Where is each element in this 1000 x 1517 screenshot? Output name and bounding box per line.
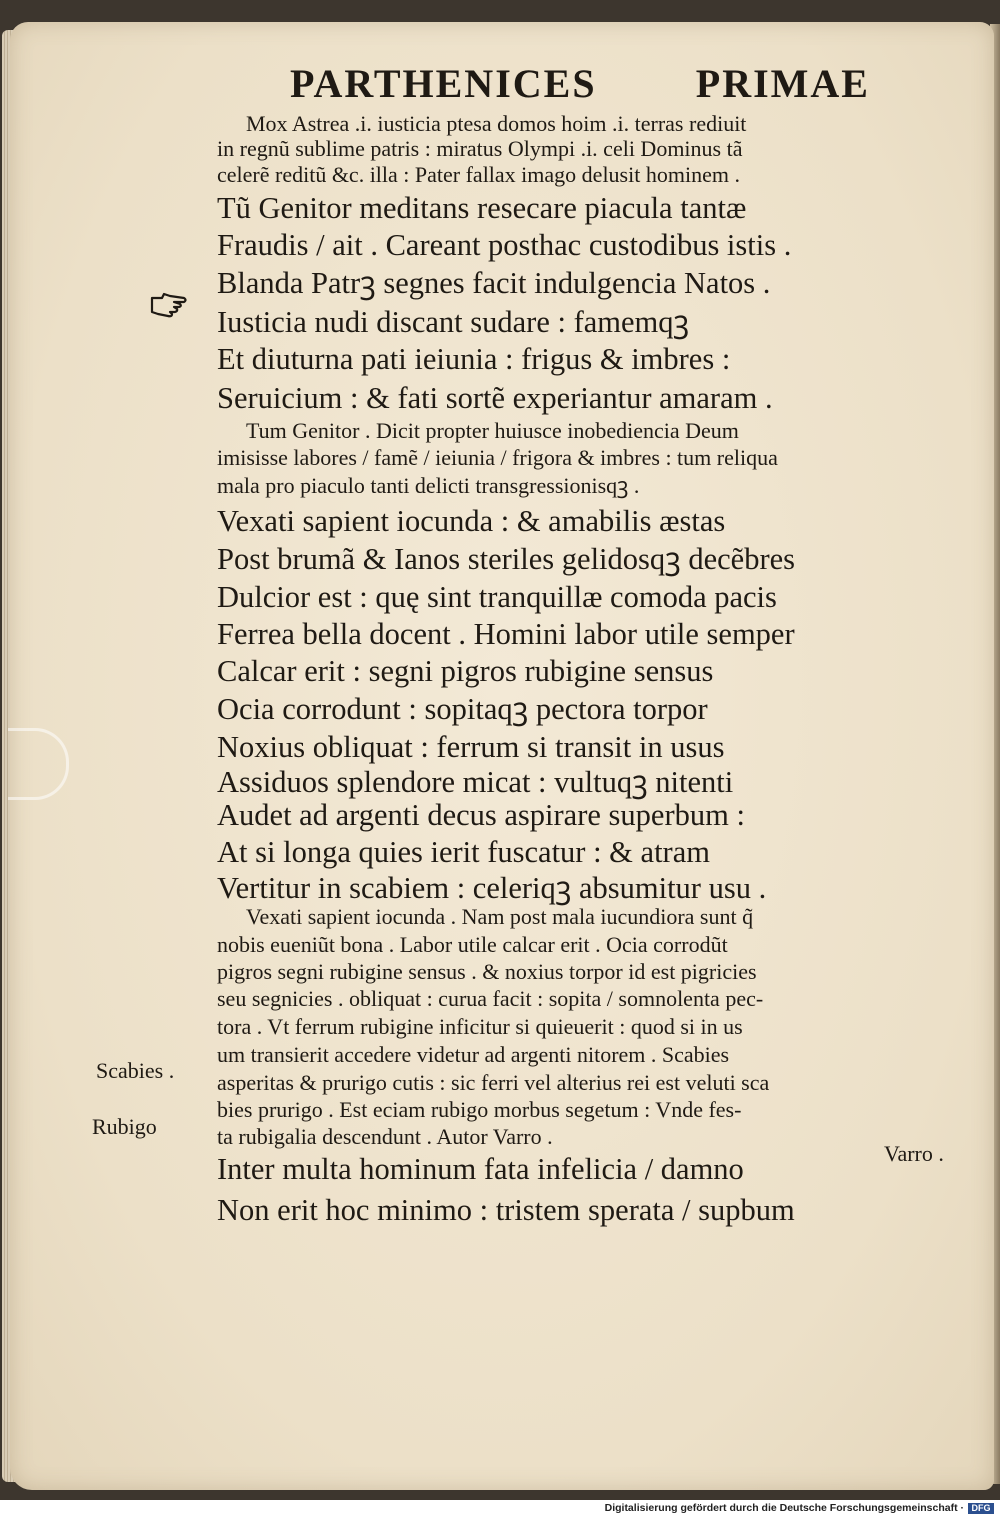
- dfg-logo: DFG: [968, 1503, 994, 1514]
- verse-line: Ocia corrodunt : sopitaqꝫ pectora torpor: [217, 692, 708, 726]
- verse-line: Audet ad argenti decus aspirare superbum :: [217, 798, 745, 832]
- verse-line: Post brumã & Ianos steriles gelidosqꝫ decẽbres: [217, 542, 796, 576]
- verse-line: At si longa quies ierit fuscatur : & atram: [217, 835, 710, 869]
- gloss-line: seu segnicies . obliquat : curua facit : sopita / somnolenta pec-: [217, 986, 764, 1011]
- margin-note-varro: Varro .: [884, 1141, 944, 1166]
- gloss-line: pigros segni rubigine sensus . & noxius torpor id est pigricies: [217, 959, 757, 984]
- gloss-line: celerẽ reditũ &c. illa : Pater fallax imago delusit hominem .: [217, 162, 740, 187]
- gloss-line: imisisse labores / famẽ / ieiunia / frigora & imbres : tum reliqua: [217, 445, 778, 470]
- gloss-line: mala pro piaculo tanti delicti transgressionisqꝫ .: [217, 473, 640, 498]
- gloss-line: nobis eueniũt bona . Labor utile calcar erit . Ocia corrodũt: [217, 932, 728, 957]
- verse-line: Seruicium : & fati sortẽ experiantur amaram .: [217, 381, 773, 415]
- verse-line: Noxius obliquat : ferrum si transit in usus: [217, 730, 725, 764]
- gloss-line: in regnũ sublime patris : miratus Olympi .i. celi Dominus tã: [217, 136, 743, 161]
- gloss-line: ta rubigalia descendunt . Autor Varro .: [217, 1124, 553, 1149]
- manicule-pointing-hand-icon: [150, 290, 188, 320]
- verse-line: Et diuturna pati ieiunia : frigus & imbres :: [217, 342, 731, 376]
- running-head-left: PARTHENICES: [290, 61, 597, 106]
- verse-line: Vexati sapient iocunda : & amabilis æstas: [217, 504, 726, 538]
- gloss-line: bies prurigo . Est eciam rubigo morbus segetum : Vnde fes-: [217, 1097, 742, 1122]
- verse-line: Blanda Patrꝫ segnes facit indulgencia Natos .: [217, 266, 771, 300]
- verse-line: Vertitur in scabiem : celeriqꝫ absumitur usu .: [217, 871, 767, 905]
- gloss-line: Tum Genitor . Dicit propter huiusce inobediencia Deum: [246, 418, 739, 443]
- verse-line: Tũ Genitor meditans resecare piacula tantæ: [217, 191, 747, 225]
- running-head: [290, 60, 870, 112]
- verse-line: Iusticia nudi discant sudare : famemqꝫ: [217, 305, 690, 339]
- verse-line: Fraudis / ait . Careant posthac custodibus istis .: [217, 228, 792, 262]
- running-head-right: PRIMAE: [695, 61, 870, 106]
- gloss-line: um transierit accedere videtur ad argenti nitorem . Scabies: [217, 1042, 730, 1067]
- gloss-line: Vexati sapient iocunda . Nam post mala iucundiora sunt q̃: [246, 904, 754, 929]
- verse-line: Non erit hoc minimo : tristem sperata / supbum: [217, 1193, 795, 1227]
- clip-mark: [8, 728, 69, 800]
- gloss-line: tora . Vt ferrum rubigine inficitur si quieuerit : quod si in us: [217, 1014, 743, 1039]
- verse-line: Calcar erit : segni pigros rubigine sensus: [217, 654, 714, 688]
- verse-line: Inter multa hominum fata infelicia / damno: [217, 1152, 744, 1186]
- gloss-line: asperitas & prurigo cutis : sic ferri vel alterius rei est veluti sca: [217, 1070, 770, 1095]
- margin-note-scabies: Scabies .: [96, 1058, 175, 1083]
- margin-note-rubigo: Rubigo: [92, 1114, 157, 1139]
- verse-line: Dulcior est : quę sint tranquillæ comoda pacis: [217, 580, 777, 614]
- verse-line: Ferrea bella docent . Homini labor utile semper: [217, 617, 795, 651]
- gloss-line: Mox Astrea .i. iusticia ptesa domos hoim .i. terras rediuit: [246, 111, 747, 136]
- footer-credit: Digitalisierung gefördert durch die Deutsche Forschungsgemeinschaft ·: [604, 1502, 964, 1514]
- verse-line: Assiduos splendore micat : vultuqꝫ nitenti: [217, 765, 734, 799]
